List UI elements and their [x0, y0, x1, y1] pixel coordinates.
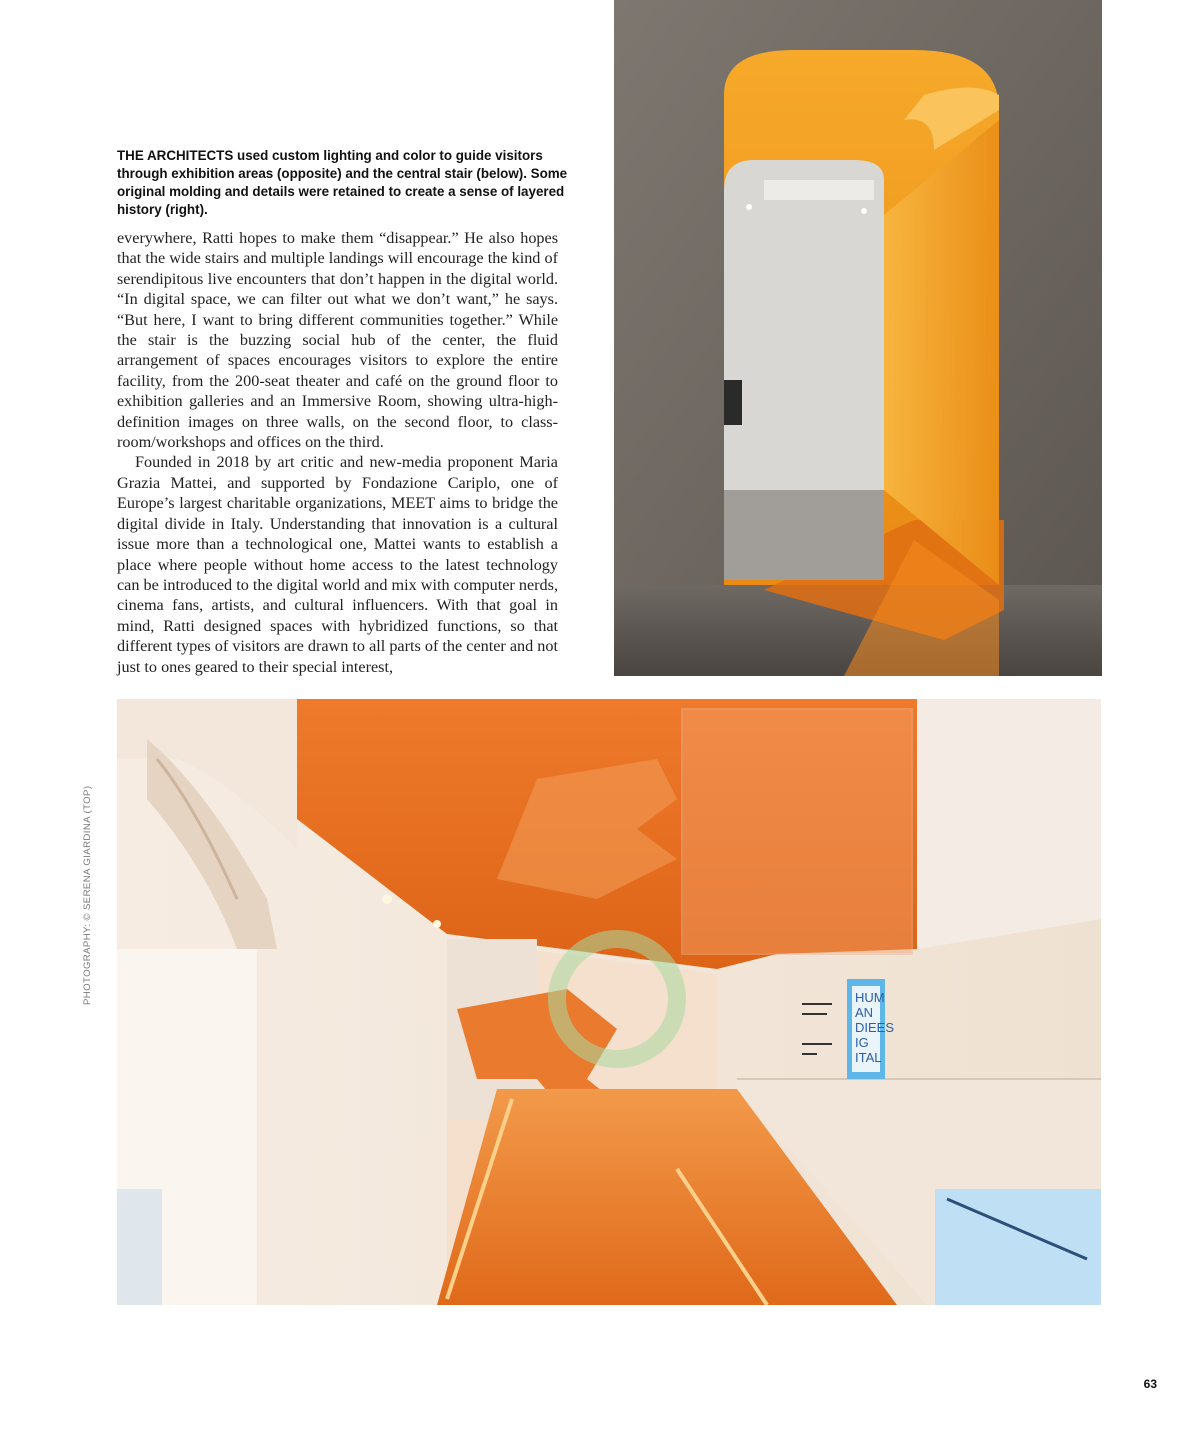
- page-number: 63: [1143, 1377, 1157, 1391]
- caption-lead: THE ARCHITECTS: [117, 148, 234, 163]
- photo-credit-text: PHOTOGRAPHY: © SERENA GIARDINA (TOP): [82, 785, 93, 1005]
- caption-text: used custom lighting and color to guide visitors through exhibition areas (opposite) and the central stair (below). Some original molding and details were retained to create a sense of layered history (right).: [117, 148, 568, 217]
- article-paragraph: Founded in 2018 by art critic and new-media proponent Maria Grazia Mattei, and supported by Fondazione Cariplo, one of Europe’s largest charitable organizations, MEET aims to bridge the digital divide in Italy. Understanding that innovation is a cultural issue more than a technological one, Mattei wants to establish a place where people without home access to the latest technology can be introduced to the digital world and mix with computer nerds, cinema fans, artists, and cultural influencers. With that goal in mind, Ratti designed spaces with hybridized functions, so that different types of visitors are drawn to all parts of the center and not just to ones geared to their special interest,: [117, 453, 558, 676]
- doorway-photo: [614, 0, 1102, 676]
- poster-text: IG: [855, 1035, 869, 1050]
- poster-text: AN: [855, 1005, 874, 1020]
- photo-caption: [117, 147, 572, 219]
- staircase-photo: [117, 699, 1101, 1305]
- poster-text: HUM: [855, 990, 885, 1005]
- poster-text: DIEES: [855, 1020, 895, 1035]
- article-body: [117, 228, 558, 677]
- poster-text: ITAL: [855, 1050, 882, 1065]
- article-paragraph: everywhere, Ratti hopes to make them “disappear.” He also hopes that the wide stairs and multiple landings will encourage the kind of serendipitous live encounters that don’t happen in the digital world. “In digital space, we can filter out what we don’t want,” he says. “But here, I want to bring different communities together.” While the stair is the buzzing social hub of the center, the fluid arrangement of spaces encourages visitors to explore the entire facility, from the 200-seat theater and café on the ground floor to exhibition galleries and an Immersive Room, showing ultra-high-definition images on three walls, on the second floor, to class-room/workshops and offices on the third.: [117, 229, 558, 452]
